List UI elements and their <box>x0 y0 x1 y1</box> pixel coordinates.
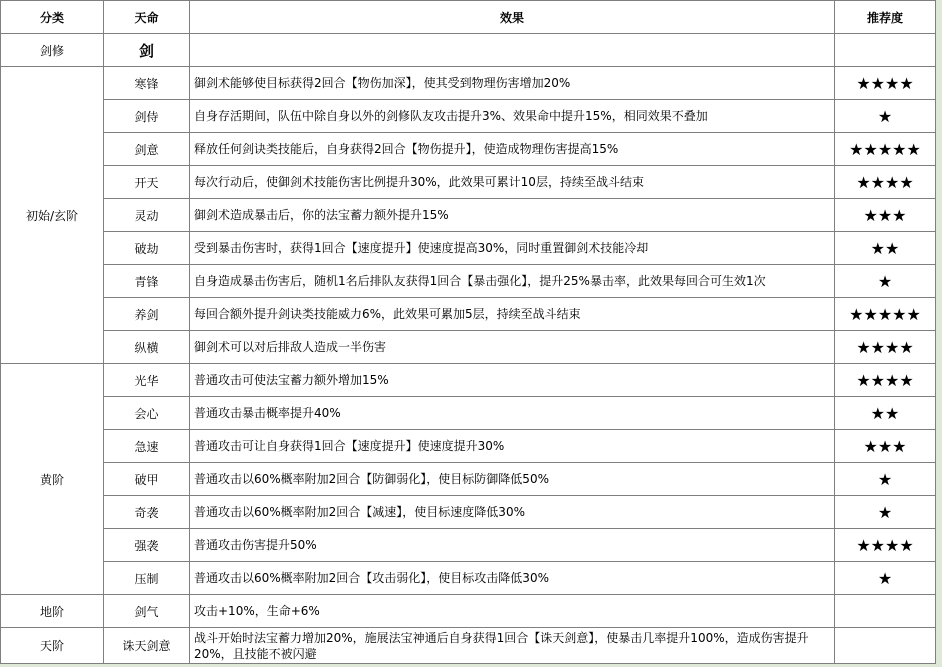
table-row <box>1 298 936 331</box>
table-row <box>1 331 936 364</box>
destiny-cell: 剑 <box>104 34 190 67</box>
rating-cell: ★★★★ <box>835 331 936 364</box>
effect-cell <box>190 34 835 67</box>
effect-cell: 普通攻击暴击概率提升40% <box>190 397 835 430</box>
destiny-cell: 会心 <box>104 397 190 430</box>
effect-cell: 御剑术造成暴击后，你的法宝蓄力额外提升15% <box>190 199 835 232</box>
table-row <box>1 562 936 595</box>
table-row <box>1 496 936 529</box>
table-row <box>1 397 936 430</box>
destiny-cell: 开天 <box>104 166 190 199</box>
effect-cell: 每次行动后，使御剑术技能伤害比例提升30%，此效果可累计10层，持续至战斗结束 <box>190 166 835 199</box>
table-row <box>1 430 936 463</box>
destiny-cell: 破甲 <box>104 463 190 496</box>
effect-cell: 普通攻击伤害提升50% <box>190 529 835 562</box>
category-cell: 天阶 <box>1 628 104 664</box>
rating-cell: ★★★★★ <box>835 298 936 331</box>
rating-cell <box>835 595 936 628</box>
table-row <box>1 595 936 628</box>
rating-cell: ★★★ <box>835 199 936 232</box>
destiny-cell: 奇袭 <box>104 496 190 529</box>
header-destiny: 天命 <box>104 1 190 34</box>
destiny-cell: 破劫 <box>104 232 190 265</box>
rating-cell: ★ <box>835 496 936 529</box>
table-row <box>1 463 936 496</box>
category-cell: 黄阶 <box>1 364 104 595</box>
effect-cell: 受到暴击伤害时，获得1回合【速度提升】使速度提高30%，同时重置御剑术技能冷却 <box>190 232 835 265</box>
table-row <box>1 628 936 664</box>
rating-cell: ★★★★ <box>835 364 936 397</box>
rating-cell: ★ <box>835 562 936 595</box>
header-effect: 效果 <box>190 1 835 34</box>
destiny-cell: 灵动 <box>104 199 190 232</box>
table-row <box>1 34 936 67</box>
effect-cell: 普通攻击以60%概率附加2回合【减速】，使目标速度降低30% <box>190 496 835 529</box>
table-row <box>1 67 936 100</box>
effect-cell: 普通攻击可让自身获得1回合【速度提升】使速度提升30% <box>190 430 835 463</box>
table-row <box>1 529 936 562</box>
table-row <box>1 232 936 265</box>
effect-cell: 攻击+10%，生命+6% <box>190 595 835 628</box>
destiny-cell: 养剑 <box>104 298 190 331</box>
destiny-cell: 强袭 <box>104 529 190 562</box>
destiny-cell: 光华 <box>104 364 190 397</box>
rating-cell: ★★ <box>835 232 936 265</box>
rating-cell: ★★★★ <box>835 529 936 562</box>
rating-cell: ★★★★ <box>835 166 936 199</box>
destiny-cell: 青锋 <box>104 265 190 298</box>
table-row <box>1 199 936 232</box>
rating-cell <box>835 34 936 67</box>
header-category: 分类 <box>1 1 104 34</box>
table-row <box>1 166 936 199</box>
table-row <box>1 133 936 166</box>
table-row <box>1 100 936 133</box>
effect-cell: 自身造成暴击伤害后，随机1名后排队友获得1回合【暴击强化】，提升25%暴击率，此效果每回合可生效1次 <box>190 265 835 298</box>
effect-cell: 释放任何剑诀类技能后，自身获得2回合【物伤提升】，使造成物理伤害提高15% <box>190 133 835 166</box>
table-row <box>1 265 936 298</box>
effect-cell: 每回合额外提升剑诀类技能威力6%，此效果可累加5层，持续至战斗结束 <box>190 298 835 331</box>
effect-cell: 御剑术能够使目标获得2回合【物伤加深】，使其受到物理伤害增加20% <box>190 67 835 100</box>
destiny-cell: 压制 <box>104 562 190 595</box>
effect-cell: 战斗开始时法宝蓄力增加20%，施展法宝神通后自身获得1回合【诛天剑意】，使暴击几率提升100%，造成伤害提升20%，且技能不被闪避 <box>190 628 835 664</box>
rating-cell: ★ <box>835 100 936 133</box>
destiny-cell: 剑气 <box>104 595 190 628</box>
destiny-cell: 纵横 <box>104 331 190 364</box>
rating-cell: ★ <box>835 463 936 496</box>
rating-cell <box>835 628 936 664</box>
header-row <box>1 1 936 34</box>
header-rating: 推荐度 <box>835 1 936 34</box>
rating-cell: ★★★ <box>835 430 936 463</box>
destiny-cell: 寒锋 <box>104 67 190 100</box>
category-cell: 初始/玄阶 <box>1 67 104 364</box>
effect-cell: 普通攻击以60%概率附加2回合【攻击弱化】，使目标攻击降低30% <box>190 562 835 595</box>
rating-cell: ★★ <box>835 397 936 430</box>
rating-cell: ★ <box>835 265 936 298</box>
destiny-cell: 剑意 <box>104 133 190 166</box>
effect-cell: 御剑术可以对后排敌人造成一半伤害 <box>190 331 835 364</box>
rating-cell: ★★★★ <box>835 67 936 100</box>
effect-cell: 普通攻击以60%概率附加2回合【防御弱化】，使目标防御降低50% <box>190 463 835 496</box>
category-cell: 剑修 <box>1 34 104 67</box>
effect-cell: 自身存活期间，队伍中除自身以外的剑修队友攻击提升3%、效果命中提升15%，相同效果不叠加 <box>190 100 835 133</box>
destiny-cell: 剑侍 <box>104 100 190 133</box>
table-row <box>1 364 936 397</box>
destiny-cell: 急速 <box>104 430 190 463</box>
effect-cell: 普通攻击可使法宝蓄力额外增加15% <box>190 364 835 397</box>
rating-cell: ★★★★★ <box>835 133 936 166</box>
destiny-cell: 诛天剑意 <box>104 628 190 664</box>
category-cell: 地阶 <box>1 595 104 628</box>
